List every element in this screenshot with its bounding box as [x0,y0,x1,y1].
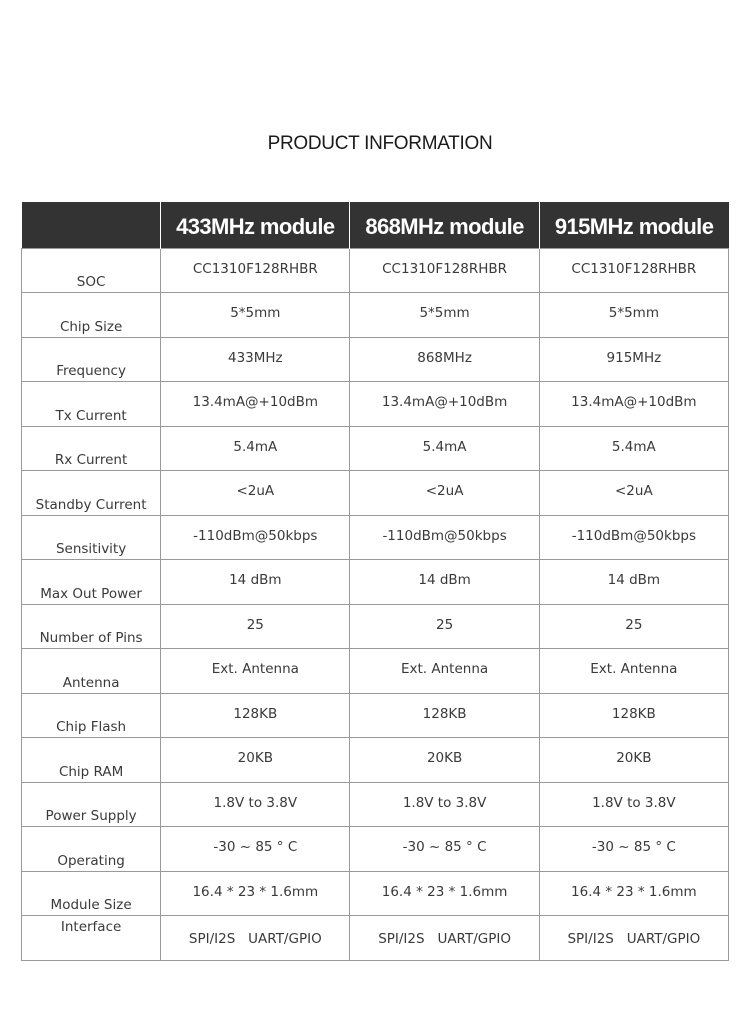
row-label: Sensitivity [22,515,161,560]
value-cell-868mhz: 1.8V to 3.8V [350,782,539,827]
value-cell-433mhz: 433MHz [161,337,350,382]
value-cell-868mhz: -30 ~ 85 ° C [350,827,539,872]
header-cell-868: 868MHz module [350,202,539,248]
value-cell-915mhz: 25 [539,604,728,649]
value-cell-868mhz: 5*5mm [350,293,539,338]
header-cell-915: 915MHz module [539,202,728,248]
value-cell-915mhz: 5.4mA [539,426,728,471]
value-cell-433mhz: 25 [161,604,350,649]
value-cell-915mhz: -110dBm@50kbps [539,515,728,560]
value-cell-868mhz: <2uA [350,471,539,516]
page-title: PRODUCT INFORMATION [267,133,493,154]
value-cell-915mhz: Ext. Antenna [539,649,728,694]
value-cell-433mhz: CC1310F128RHBR [161,248,350,293]
table-row [22,604,729,649]
row-label: Standby Current [22,471,161,516]
value-cell-868mhz: 25 [350,604,539,649]
value-cell-868mhz: 128KB [350,693,539,738]
table-row [22,248,729,293]
header-cell-433: 433MHz module [161,202,350,248]
value-cell-868mhz: 5.4mA [350,426,539,471]
value-cell-433mhz: SPI/I2S UART/GPIO [161,916,350,961]
value-cell-915mhz: 5*5mm [539,293,728,338]
row-label: Module Size [22,871,161,916]
value-cell-433mhz: 1.8V to 3.8V [161,782,350,827]
value-cell-433mhz: 5.4mA [161,426,350,471]
value-cell-433mhz: 5*5mm [161,293,350,338]
value-cell-868mhz: -110dBm@50kbps [350,515,539,560]
spec-table [21,202,729,961]
value-cell-868mhz: Ext. Antenna [350,649,539,694]
value-cell-433mhz: 20KB [161,738,350,783]
row-label: Interface [22,916,161,961]
value-cell-868mhz: 20KB [350,738,539,783]
value-cell-915mhz: 915MHz [539,337,728,382]
header-cell-empty [22,202,161,248]
table-row [22,649,729,694]
value-cell-868mhz: 16.4 * 23 * 1.6mm [350,871,539,916]
value-cell-915mhz: -30 ~ 85 ° C [539,827,728,872]
row-label: Tx Current [22,382,161,427]
value-cell-915mhz: 13.4mA@+10dBm [539,382,728,427]
value-cell-433mhz: -110dBm@50kbps [161,515,350,560]
value-cell-915mhz: <2uA [539,471,728,516]
value-cell-868mhz: 13.4mA@+10dBm [350,382,539,427]
table-row [22,738,729,783]
table-row [22,515,729,560]
value-cell-868mhz: SPI/I2S UART/GPIO [350,916,539,961]
table-row [22,782,729,827]
row-label: Number of Pins [22,604,161,649]
row-label: SOC [22,248,161,293]
value-cell-915mhz: 128KB [539,693,728,738]
value-cell-868mhz: 14 dBm [350,560,539,605]
row-label: Chip Size [22,293,161,338]
value-cell-433mhz: <2uA [161,471,350,516]
row-label: Chip RAM [22,738,161,783]
value-cell-433mhz: 13.4mA@+10dBm [161,382,350,427]
value-cell-868mhz: 868MHz [350,337,539,382]
table-header-row [22,202,729,248]
table-row [22,337,729,382]
value-cell-915mhz: SPI/I2S UART/GPIO [539,916,728,961]
table-row [22,916,729,961]
row-label: Rx Current [22,426,161,471]
value-cell-433mhz: -30 ~ 85 ° C [161,827,350,872]
value-cell-915mhz: CC1310F128RHBR [539,248,728,293]
value-cell-433mhz: 16.4 * 23 * 1.6mm [161,871,350,916]
table-row [22,827,729,872]
table-row [22,426,729,471]
table-row [22,471,729,516]
table-row [22,693,729,738]
row-label: Frequency [22,337,161,382]
value-cell-433mhz: Ext. Antenna [161,649,350,694]
value-cell-915mhz: 16.4 * 23 * 1.6mm [539,871,728,916]
row-label: Power Supply [22,782,161,827]
row-label: Antenna [22,649,161,694]
row-label: Chip Flash [22,693,161,738]
value-cell-915mhz: 1.8V to 3.8V [539,782,728,827]
table-row [22,871,729,916]
row-label: Max Out Power [22,560,161,605]
value-cell-915mhz: 20KB [539,738,728,783]
value-cell-915mhz: 14 dBm [539,560,728,605]
value-cell-868mhz: CC1310F128RHBR [350,248,539,293]
table-row [22,293,729,338]
table-row [22,560,729,605]
value-cell-433mhz: 14 dBm [161,560,350,605]
value-cell-433mhz: 128KB [161,693,350,738]
table-row [22,382,729,427]
row-label: Operating [22,827,161,872]
